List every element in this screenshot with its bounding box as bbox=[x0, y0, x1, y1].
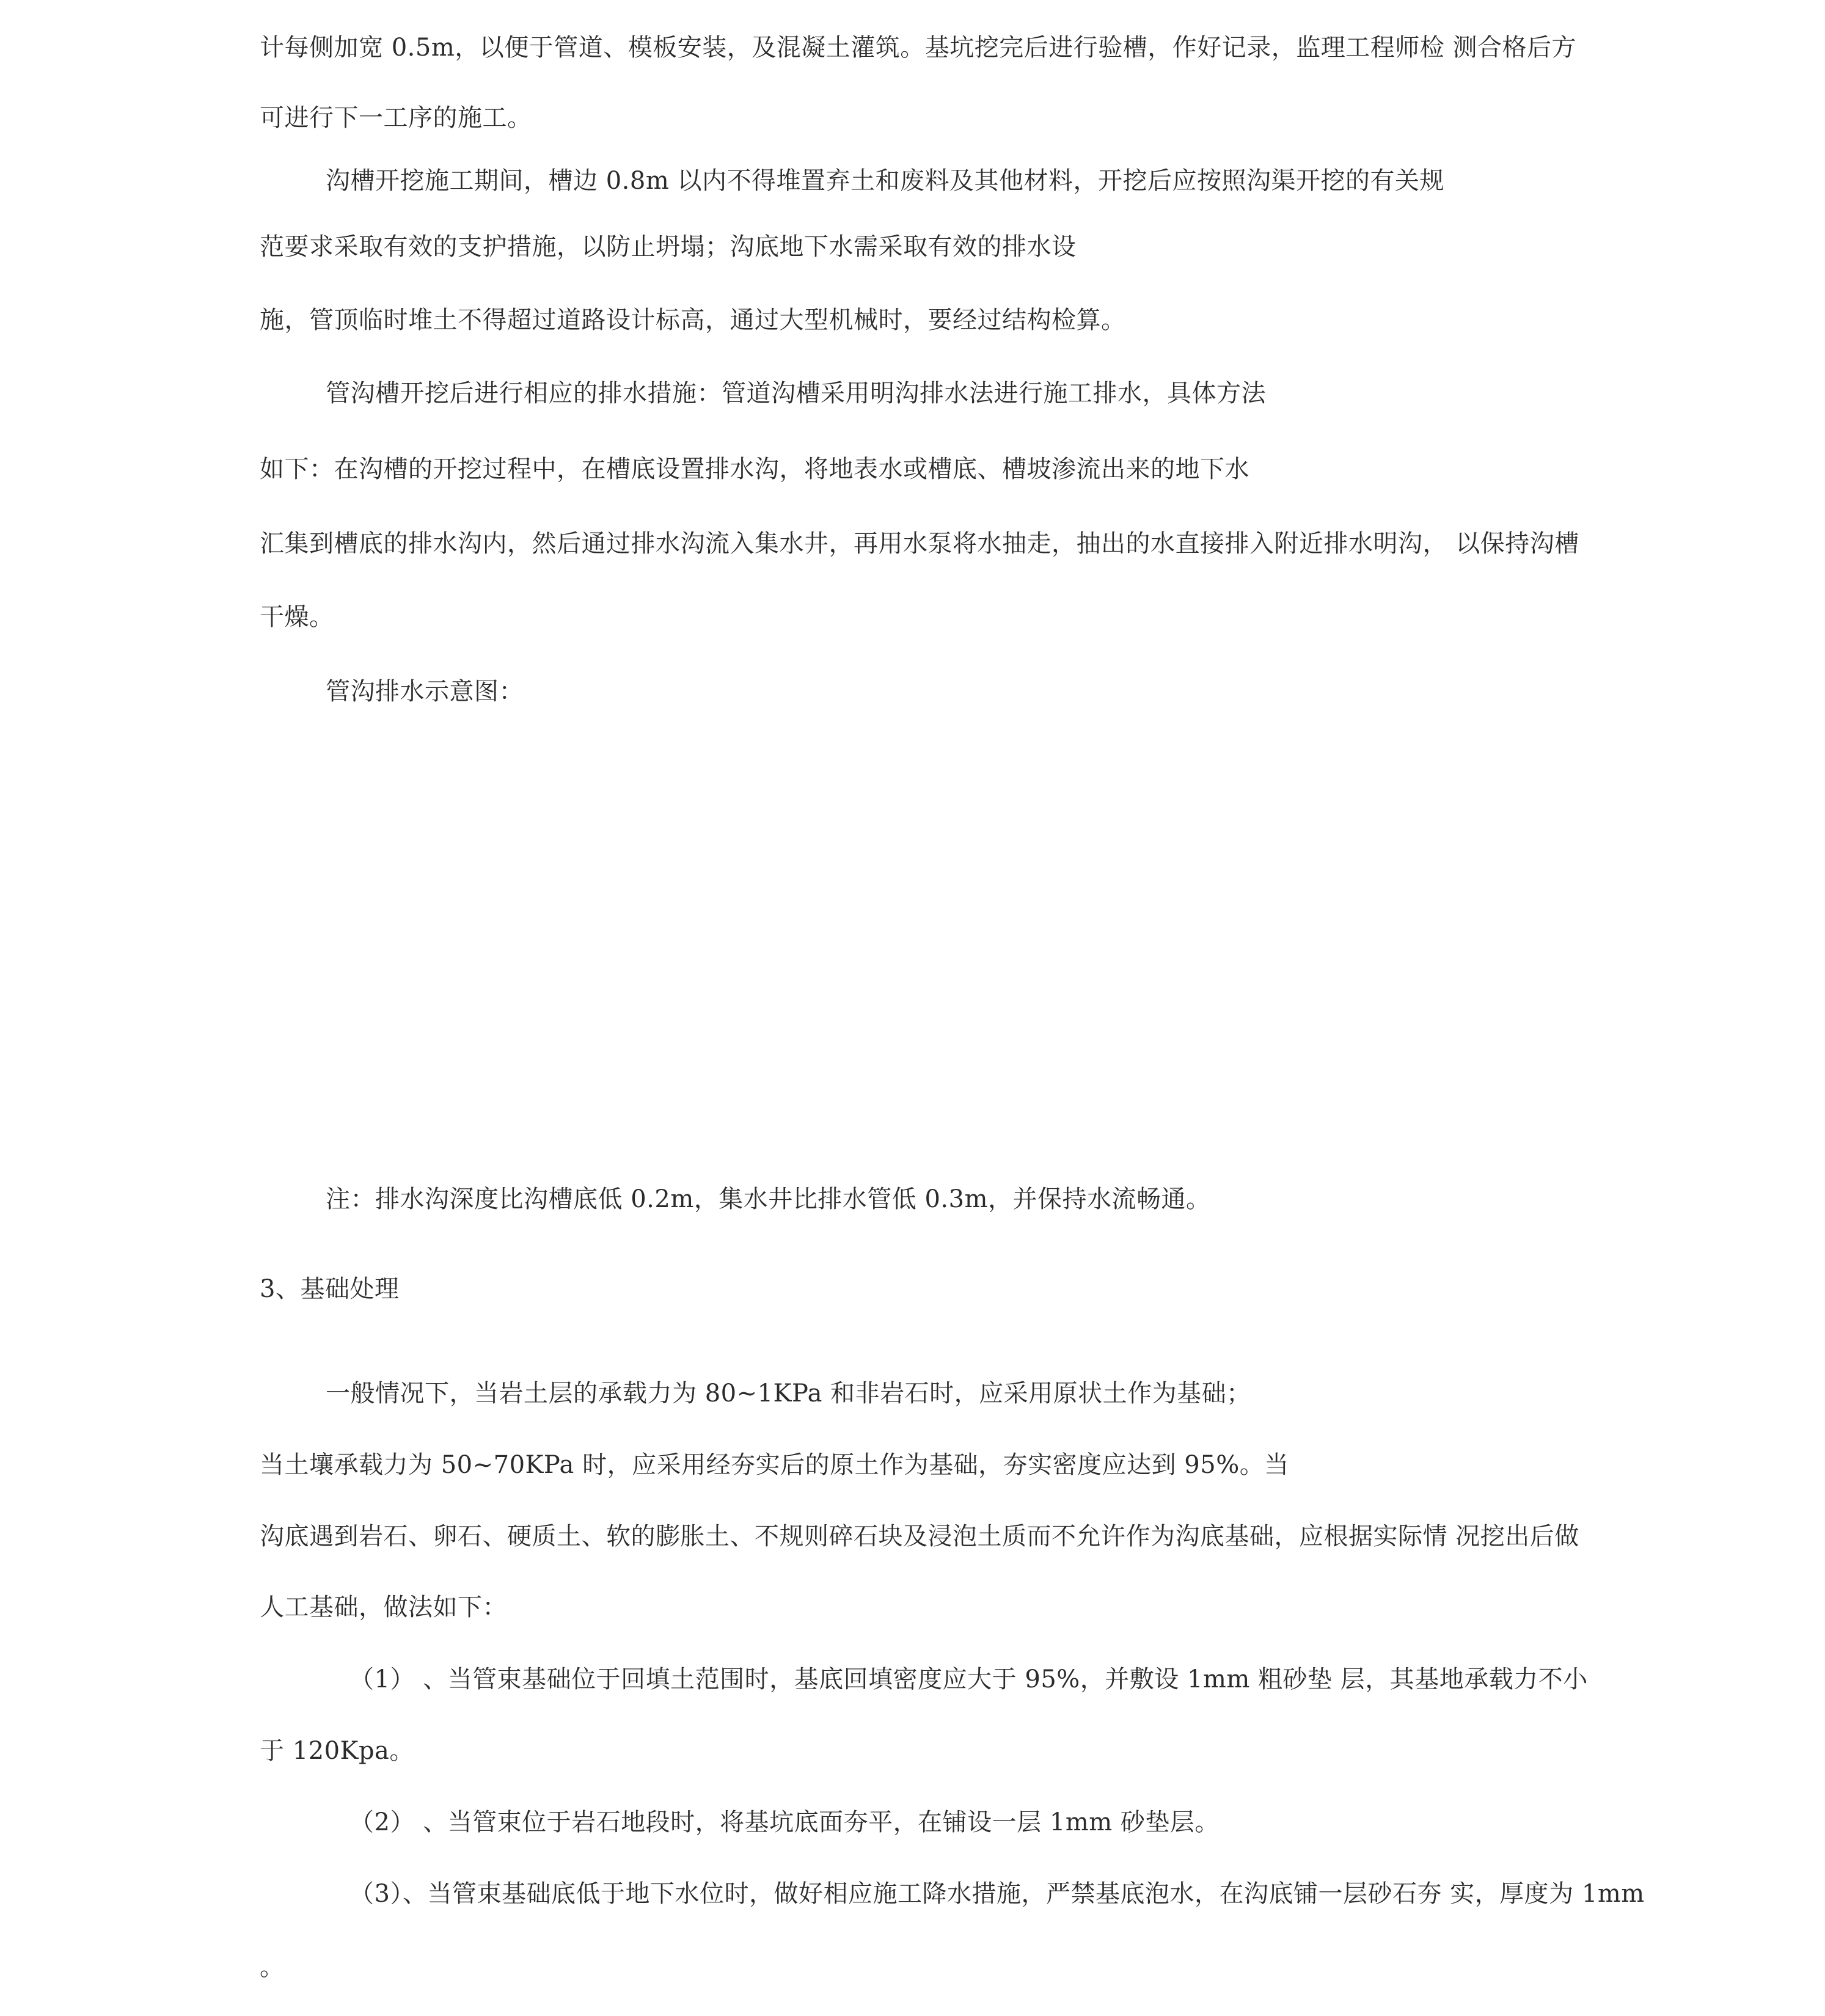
diagram-placeholder bbox=[260, 733, 1567, 1124]
paragraph-2-line-2: 范要求采取有效的支护措施，以防止坍塌；沟底地下水需采取有效的排水设 bbox=[260, 233, 1077, 261]
paragraph-3-line-4: 干燥。 bbox=[260, 603, 334, 631]
list-item-2: （2） 、当管束位于岩石地段时，将基坑底面夯平，在铺设一层 1mm 砂垫层。 bbox=[349, 1808, 1220, 1836]
paragraph-3-line-1: 管沟槽开挖后进行相应的排水措施：管道沟槽采用明沟排水法进行施工排水，具体方法 bbox=[326, 379, 1266, 407]
list-item-1-line-2: 于 120Kpa。 bbox=[260, 1737, 414, 1765]
paragraph-4-line-2: 当土壤承载力为 50~70KPa 时，应采用经夯实后的原土作为基础，夯实密度应达到 95%。当 bbox=[260, 1451, 1289, 1479]
paragraph-1-line-2: 可进行下一工序的施工。 bbox=[260, 104, 532, 132]
section-heading: 3、基础处理 bbox=[260, 1275, 400, 1303]
diagram-caption: 管沟排水示意图： bbox=[326, 677, 524, 706]
list-item-1-line-1: （1） 、当管束基础位于回填土范围时，基底回填密度应大于 95%，并敷设 1mm 粗砂垫 层，其基地承载力不小 bbox=[349, 1665, 1588, 1693]
paragraph-4-line-4: 人工基础，做法如下： bbox=[260, 1593, 507, 1621]
paragraph-4-line-3: 沟底遇到岩石、卵石、硬质土、软的膨胀土、不规则碎石块及浸泡土质而不允许作为沟底基础，应根据实际情 况挖出后做 bbox=[260, 1522, 1579, 1550]
paragraph-1-line-1: 计每侧加宽 0.5m，以便于管道、模板安装，及混凝土灌筑。基坑挖完后进行验槽，作好记录，监理工程师检 测合格后方 bbox=[260, 34, 1576, 62]
paragraph-2-line-1: 沟槽开挖施工期间，槽边 0.8m 以内不得堆置弃土和废料及其他材料，开挖后应按照沟渠开挖的有关规 bbox=[326, 167, 1444, 195]
paragraph-4-line-1: 一般情况下，当岩土层的承载力为 80~1KPa 和非岩石时，应采用原状土作为基础； bbox=[326, 1379, 1251, 1408]
paragraph-3-line-2: 如下：在沟槽的开挖过程中，在槽底设置排水沟，将地表水或槽底、槽坡渗流出来的地下水 bbox=[260, 455, 1249, 483]
note-text: 注：排水沟深度比沟槽底低 0.2m，集水井比排水管低 0.3m，并保持水流畅通。 bbox=[326, 1185, 1211, 1213]
paragraph-3-line-3: 汇集到槽底的排水沟内，然后通过排水沟流入集水井，再用水泵将水抽走，抽出的水直接排入附近排水明沟， 以保持沟槽 bbox=[260, 530, 1579, 558]
paragraph-2-line-3: 施，管顶临时堆土不得超过道路设计标高，通过大型机械时，要经过结构检算。 bbox=[260, 306, 1126, 334]
list-item-3-line-2: 。 bbox=[260, 1953, 285, 1981]
list-item-3-line-1: （3）、当管束基础底低于地下水位时，做好相应施工降水措施，严禁基底泡水，在沟底铺一层砂石夯 实，厚度为 1mm bbox=[349, 1880, 1645, 1908]
